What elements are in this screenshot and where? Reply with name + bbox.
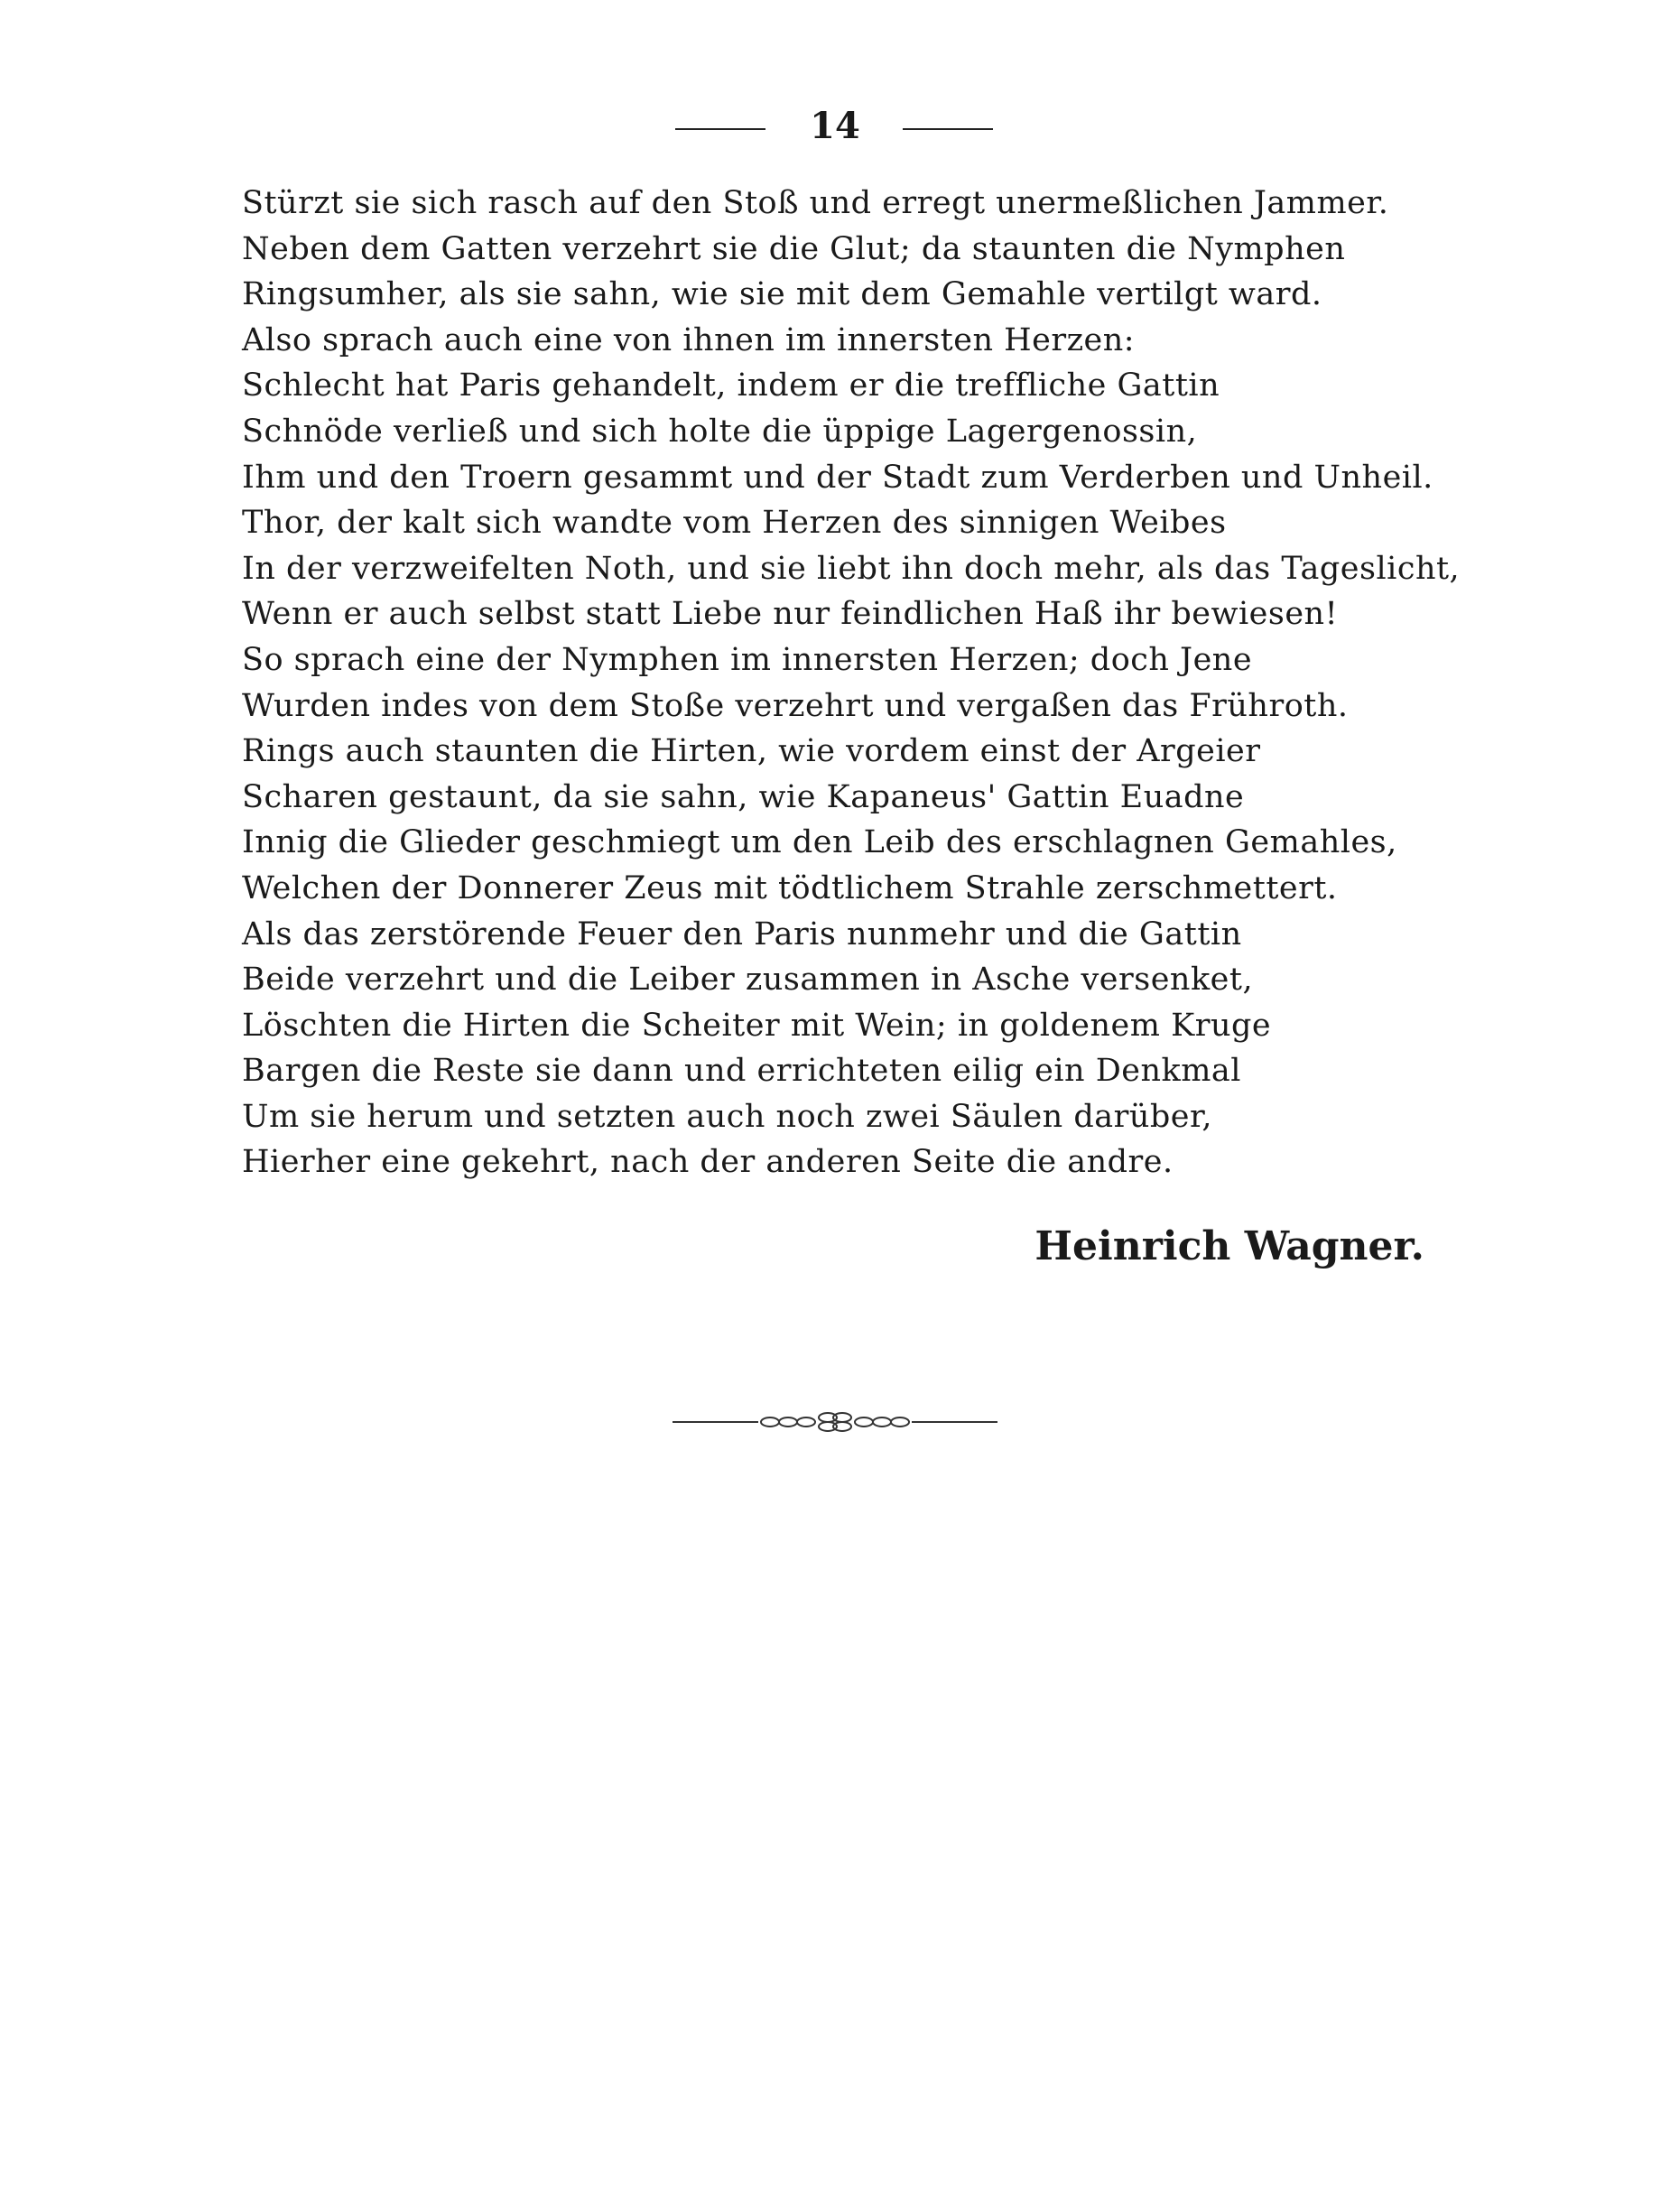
poem-line: Welchen der Donnerer Zeus mit tödtlichem Strahle zerschmettert. <box>242 869 1338 906</box>
author-signature: Heinrich Wagner. <box>1034 1223 1424 1269</box>
poem-line: Schlecht hat Paris gehandelt, indem er die treffliche Gattin <box>242 367 1220 404</box>
poem-line: In der verzweifelten Noth, und sie liebt ihn doch mehr, als das Tageslicht, <box>242 550 1461 587</box>
poem-line: Thor, der kalt sich wandte vom Herzen des sinnigen Weibes <box>242 505 1227 542</box>
poem-line: Hierher eine gekehrt, nach der anderen Seite die andre. <box>242 1144 1174 1181</box>
page-number: 14 <box>810 105 860 147</box>
poem-line: Innig die Glieder geschmiegt um den Leib des erschlagnen Gemahles, <box>242 824 1397 861</box>
ornament-divider <box>673 1408 997 1436</box>
header-rule-right <box>903 128 993 130</box>
poem-line: Neben dem Gatten verzehrt sie die Glut; da staunten die Nymphen <box>242 230 1346 267</box>
poem-line: Stürzt sie sich rasch auf den Stoß und erregt unermeßlichen Jammer. <box>242 185 1389 221</box>
poem-line: Beide verzehrt und die Leiber zusammen in Asche versenket, <box>242 962 1254 999</box>
poem-line: Wenn er auch selbst statt Liebe nur feindlichen Haß ihr bewiesen! <box>242 596 1339 633</box>
poem-line: Scharen gestaunt, da sie sahn, wie Kapaneus' Gattin Euadne <box>242 778 1245 815</box>
poem-line: Löschten die Hirten die Scheiter mit Wein; in goldenem Kruge <box>242 1007 1272 1044</box>
poem-text <box>242 181 1524 1185</box>
poem-line: So sprach eine der Nymphen im innersten Herzen; doch Jene <box>242 641 1253 678</box>
poem-line: Also sprach auch eine von ihnen im innersten Herzen: <box>242 321 1136 358</box>
poem-line: Ringsumher, als sie sahn, wie sie mit dem Gemahle vertilgt ward. <box>242 276 1322 313</box>
poem-line: Rings auch staunten die Hirten, wie vordem einst der Argeier <box>242 733 1261 770</box>
poem-line: Ihm und den Troern gesammt und der Stadt zum Verderben und Unheil. <box>242 459 1433 496</box>
poem-line: Schnöde verließ und sich holte die üppige Lagergenossin, <box>242 413 1198 450</box>
poem-line: Bargen die Reste sie dann und errichteten eilig ein Denkmal <box>242 1053 1241 1090</box>
poem-line: Wurden indes von dem Stoße verzehrt und vergaßen das Frühroth. <box>242 687 1349 724</box>
header-rule-left <box>675 128 765 130</box>
page-header <box>0 99 1670 153</box>
poem-line: Als das zerstörende Feuer den Paris nunmehr und die Gattin <box>242 915 1242 953</box>
poem-line: Um sie herum und setzten auch noch zwei Säulen darüber, <box>242 1098 1213 1135</box>
